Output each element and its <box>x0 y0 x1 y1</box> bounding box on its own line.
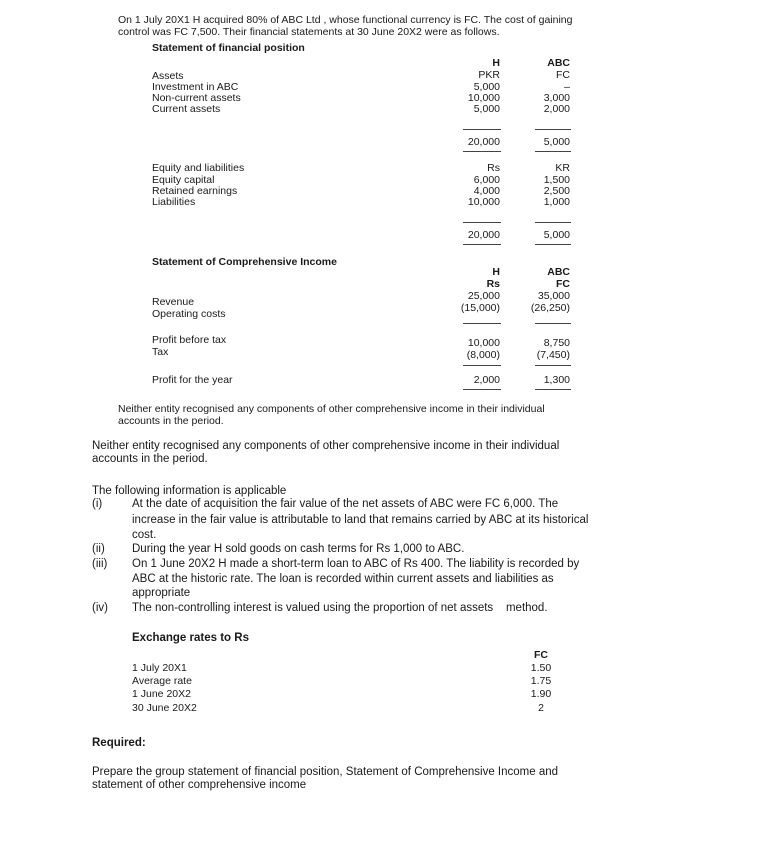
equity-h-value: 10,000 <box>467 196 500 208</box>
rule <box>463 244 501 245</box>
info-item-line: At the date of acquisition the fair value of the net assets of ABC were FC 6,000. The <box>132 498 559 510</box>
tax-label: Tax <box>152 346 169 358</box>
sfp-abc-currency: FC <box>556 69 570 81</box>
equity-h-currency: Rs <box>487 162 500 174</box>
rate-value: 2 <box>538 702 544 714</box>
rule <box>535 129 571 130</box>
equity-row-label: Equity capital <box>152 174 215 186</box>
pbt-label: Profit before tax <box>152 334 227 346</box>
info-item-line: During the year H sold goods on cash terms for Rs 1,000 to ABC. <box>132 543 465 555</box>
info-item-line: On 1 June 20X2 H made a short-term loan to ABC of Rs 400. The liability is recorded by <box>132 558 580 570</box>
equity-h-values <box>440 175 500 208</box>
rule <box>463 222 501 223</box>
rate-value: 1.75 <box>530 675 552 687</box>
info-item-line: increase in the fair value is attributable to land that remains carried by ABC at its historical <box>132 514 589 526</box>
operating-h: (15,000) <box>460 302 500 314</box>
asset-abc-values <box>510 82 570 115</box>
asset-labels <box>152 82 241 115</box>
rate-label: 1 June 20X2 <box>132 688 191 700</box>
equity-abc-values <box>510 175 570 208</box>
soci-h-currency: Rs <box>486 278 500 290</box>
revenue-h: 25,000 <box>467 290 500 302</box>
profit-h: 2,000 <box>473 374 500 386</box>
equity-row-label: Liabilities <box>152 196 196 208</box>
required-line-2: statement of other comprehensive income <box>92 779 307 791</box>
rates-header: FC <box>534 649 548 661</box>
rule <box>535 244 571 245</box>
soci-title: Statement of Comprehensive Income <box>152 256 337 268</box>
equity-total-h: 20,000 <box>467 229 500 241</box>
rule <box>535 222 571 223</box>
asset-h-value: 5,000 <box>473 103 500 115</box>
revenue-abc: 35,000 <box>537 290 570 302</box>
info-item-line: The non-controlling interest is valued using the proportion of net assets method. <box>132 602 548 614</box>
info-heading: The following information is applicable <box>92 485 287 497</box>
revenue-label: Revenue <box>152 296 195 308</box>
rate-value: 1.90 <box>530 688 552 700</box>
required-label: Required: <box>92 737 146 749</box>
equity-abc-value: 2,500 <box>543 185 570 197</box>
rule <box>535 151 571 152</box>
sfp-title: Statement of financial position <box>152 42 305 54</box>
info-item-number: (iii) <box>92 558 108 570</box>
rate-value: 1.50 <box>530 662 552 674</box>
operating-abc: (26,250) <box>530 302 570 314</box>
rate-label: 30 June 20X2 <box>132 702 197 714</box>
rule <box>463 151 501 152</box>
equity-total-abc: 5,000 <box>543 229 570 241</box>
rate-label: 1 July 20X1 <box>132 662 187 674</box>
equity-h-value: 4,000 <box>473 185 500 197</box>
sfp-h-currency: PKR <box>478 69 500 81</box>
info-item-line: appropriate <box>132 587 191 599</box>
rule <box>463 389 501 390</box>
asset-row-label: Non-current assets <box>152 92 241 104</box>
note-large-line-2: accounts in the period. <box>92 453 208 465</box>
asset-abc-value: 2,000 <box>543 103 570 115</box>
profit-abc: 1,300 <box>543 374 570 386</box>
note-small-line-2: accounts in the period. <box>118 415 224 427</box>
rule <box>463 129 501 130</box>
assets-heading: Assets <box>152 70 184 82</box>
intro-line-2: control was FC 7,500. Their financial statements at 30 June 20X2 were as follows. <box>118 26 500 38</box>
asset-abc-value: – <box>564 81 570 93</box>
equity-heading: Equity and liabilities <box>152 162 245 174</box>
soci-abc-currency: FC <box>556 278 570 290</box>
equity-row-label: Retained earnings <box>152 185 238 197</box>
note-small-line-1: Neither entity recognised any components of other comprehensive income in their individual <box>118 403 545 415</box>
pbt-h: 10,000 <box>467 337 500 349</box>
asset-abc-value: 3,000 <box>543 92 570 104</box>
rule <box>463 323 501 324</box>
intro-line-1: On 1 July 20X1 H acquired 80% of ABC Ltd , whose functional currency is FC. The cost of gaining <box>118 14 573 26</box>
assets-total-abc: 5,000 <box>543 136 570 148</box>
tax-h: (8,000) <box>466 349 500 361</box>
rule <box>535 323 571 324</box>
rule <box>463 365 501 366</box>
pbt-abc: 8,750 <box>543 337 570 349</box>
equity-abc-value: 1,500 <box>543 174 570 186</box>
rates-title: Exchange rates to Rs <box>132 632 249 644</box>
note-large-line-1: Neither entity recognised any components of other comprehensive income in their individual <box>92 440 560 452</box>
assets-total-h: 20,000 <box>467 136 500 148</box>
soci-h-header: H <box>492 266 500 278</box>
info-item-line: cost. <box>132 529 157 541</box>
equity-h-value: 6,000 <box>473 174 500 186</box>
equity-labels <box>152 175 237 208</box>
rule <box>535 365 571 366</box>
asset-row-label: Investment in ABC <box>152 81 239 93</box>
sfp-abc-header: ABC <box>547 57 570 69</box>
rate-label: Average rate <box>132 675 192 687</box>
asset-h-value: 10,000 <box>467 92 500 104</box>
profit-label: Profit for the year <box>152 374 233 386</box>
info-item-number: (ii) <box>92 543 105 555</box>
required-line-1: Prepare the group statement of financial position, Statement of Comprehensive Income and <box>92 766 559 778</box>
rule <box>535 389 571 390</box>
asset-h-value: 5,000 <box>473 81 500 93</box>
equity-abc-currency: KR <box>555 162 570 174</box>
info-item-number: (i) <box>92 498 103 510</box>
tax-abc: (7,450) <box>536 349 570 361</box>
asset-h-values <box>440 82 500 115</box>
equity-abc-value: 1,000 <box>543 196 570 208</box>
operating-label: Operating costs <box>152 308 226 320</box>
sfp-h-header: H <box>492 57 500 69</box>
info-item-number: (iv) <box>92 602 108 614</box>
info-item-line: ABC at the historic rate. The loan is recorded within current assets and liabilities as <box>132 573 554 585</box>
soci-abc-header: ABC <box>547 266 570 278</box>
asset-row-label: Current assets <box>152 103 221 115</box>
